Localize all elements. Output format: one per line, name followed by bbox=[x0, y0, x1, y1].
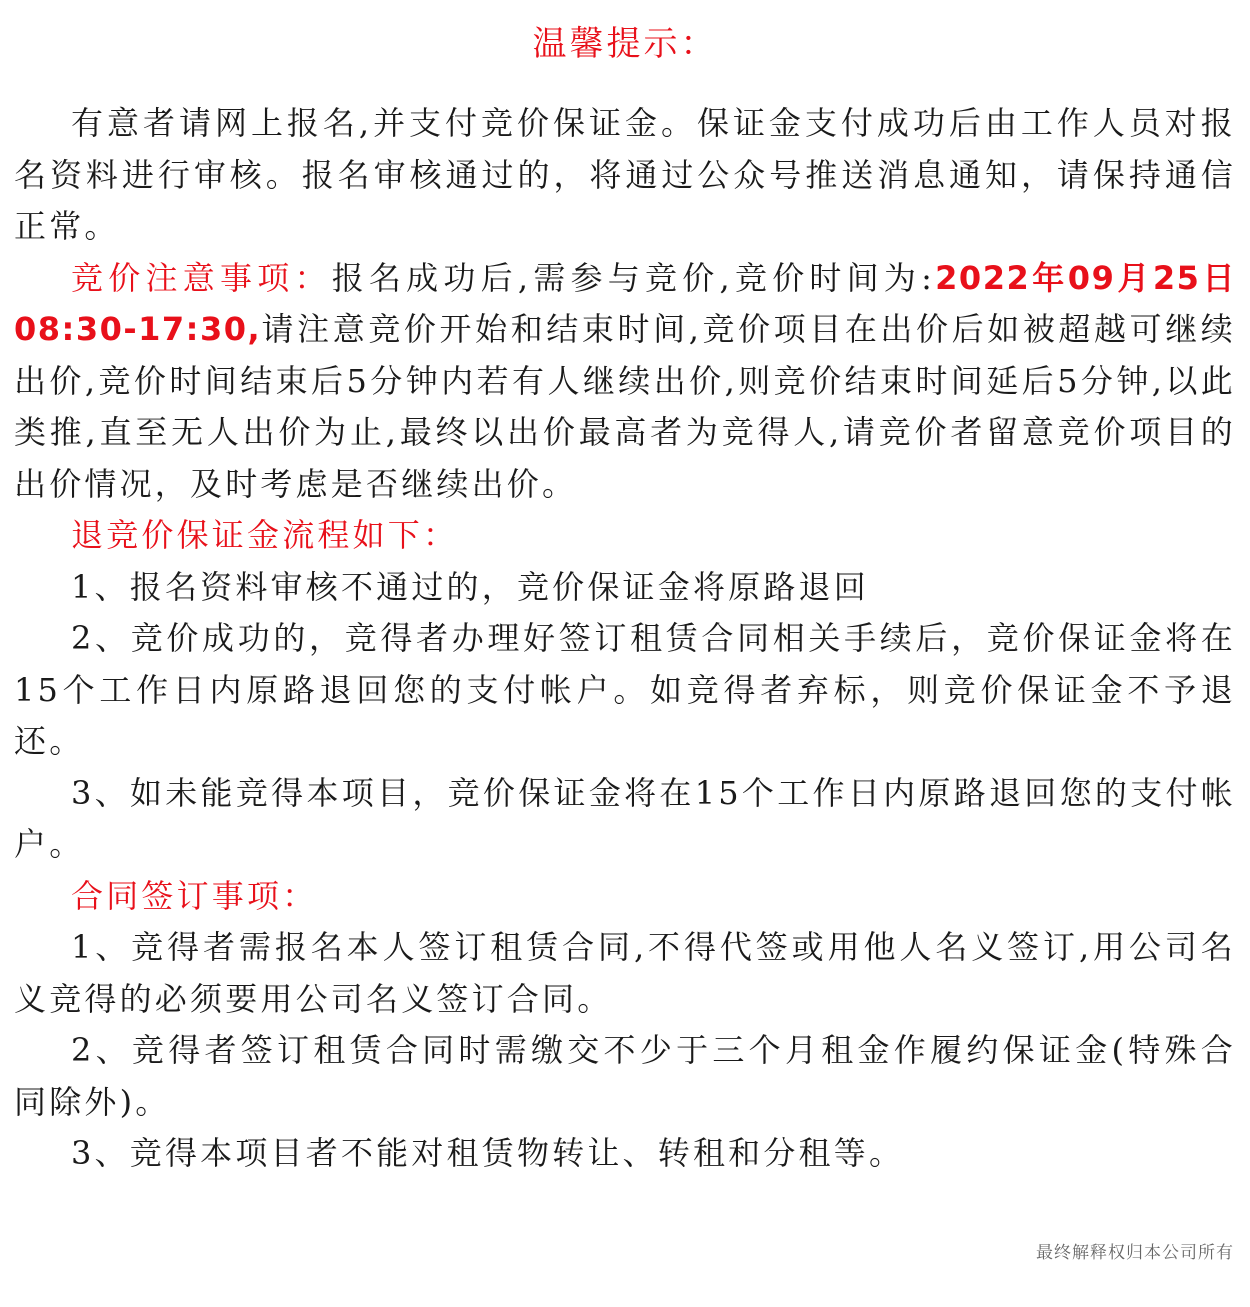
refund-item-2: 2、竞价成功的，竞得者办理好签订租赁合同相关手续后，竞价保证金将在15个工作日内原路退回您的支付帐户。如竞得者弃标，则竞价保证金不予退还。 bbox=[14, 619, 1236, 760]
contract-item-2: 2、竞得者签订租赁合同时需缴交不少于三个月租金作履约保证金(特殊合同除外)。 bbox=[14, 1031, 1236, 1121]
contract-item-3: 3、竞得本项目者不能对租赁物转让、转租和分租等。 bbox=[71, 1134, 905, 1172]
bidding-time: 2022年09月25日 08:30-17:30, bbox=[14, 258, 1236, 348]
contract-heading: 合同签订事项： bbox=[71, 876, 318, 915]
refund-item-1: 1、报名资料审核不通过的，竞价保证金将原路退回 bbox=[71, 567, 869, 606]
notice-title: 温馨提示： bbox=[532, 24, 718, 64]
bidding-text-after: 请注意竞价开始和结束时间,竞价项目在出价后如被超越可继续出价,竞价时间结束后5分钟内若有人继续出价,则竞价结束时间延后5分钟,以此类推,直至无人出价为止,最终以出价最高者为竞得人,请竞价者留意竞价项目的出价情况，及时考虑是否继续出价。 bbox=[14, 310, 1236, 503]
bidding-heading: 竞价注意事项： bbox=[71, 258, 332, 297]
intro-paragraph: 有意者请网上报名,并支付竞价保证金。保证金支付成功后由工作人员对报名资料进行审核。报名审核通过的，将通过公众号推送消息通知，请保持通信正常。 bbox=[14, 104, 1236, 245]
bidding-paragraph bbox=[14, 253, 1236, 511]
footer-disclaimer: 最终解释权归本公司所有 bbox=[1036, 1243, 1234, 1263]
contract-item-1: 1、竞得者需报名本人签订租赁合同,不得代签或用他人名义签订,用公司名义竞得的必须要用公司名义签订合同。 bbox=[14, 928, 1236, 1018]
notice-document bbox=[14, 0, 1236, 1180]
refund-heading: 退竞价保证金流程如下： bbox=[71, 516, 459, 554]
bidding-text-before: 报名成功后,需参与竞价,竞价时间为: bbox=[331, 258, 936, 297]
refund-item-3: 3、如未能竞得本项目，竞价保证金将在15个工作日内原路退回您的支付帐户。 bbox=[14, 773, 1236, 863]
